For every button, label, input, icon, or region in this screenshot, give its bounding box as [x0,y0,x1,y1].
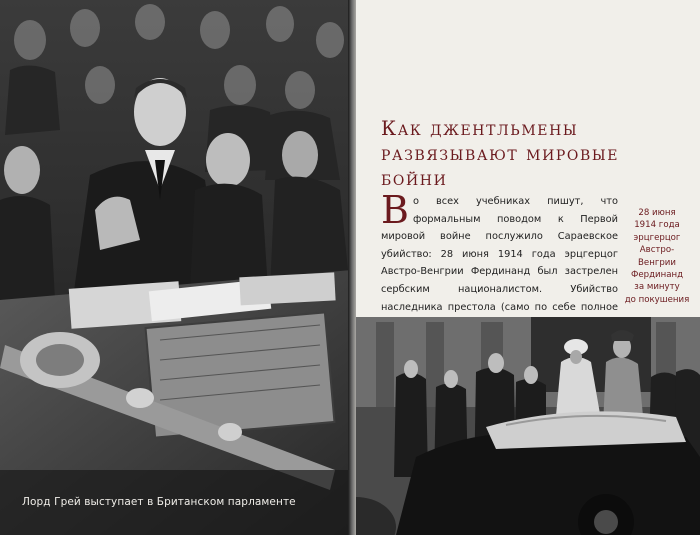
margin-note-line: 28 июня [638,208,676,218]
chapter-title [381,116,681,191]
chapter-title-line: Как джентльмены [381,117,579,140]
margin-note-line: Фердинанд [630,270,684,281]
drop-cap: В [381,188,409,232]
margin-note-line: за минуту [634,282,680,293]
archduke-photo [356,317,700,535]
sarajevo-photo-illustration [356,317,700,535]
margin-note-line: Венгрии [638,257,676,268]
chapter-title-line: бойни [381,167,448,190]
right-page [356,0,700,535]
margin-note [624,207,690,306]
illustration-caption: Лорд Грей выступает в Британском парламенте [22,496,296,508]
margin-note-line: 1914 года [634,220,680,231]
chapter-title-line: развязывают мировые [381,142,620,165]
margin-note-line: до покушения [624,294,690,305]
margin-note-line: Австро- [639,245,675,256]
body-paragraph-text: о всех учебниках пишут, что формальным поводом к Первой мировой войне послужило Сараевское убийство: 28 июня 1914 года эрцгерцог Австро-Венгрии Фердинанд был застрелен сербским националистом. Убийство наследника престола (само по себе полное [381,196,618,313]
margin-note-line: эрцгерцог [633,232,681,243]
